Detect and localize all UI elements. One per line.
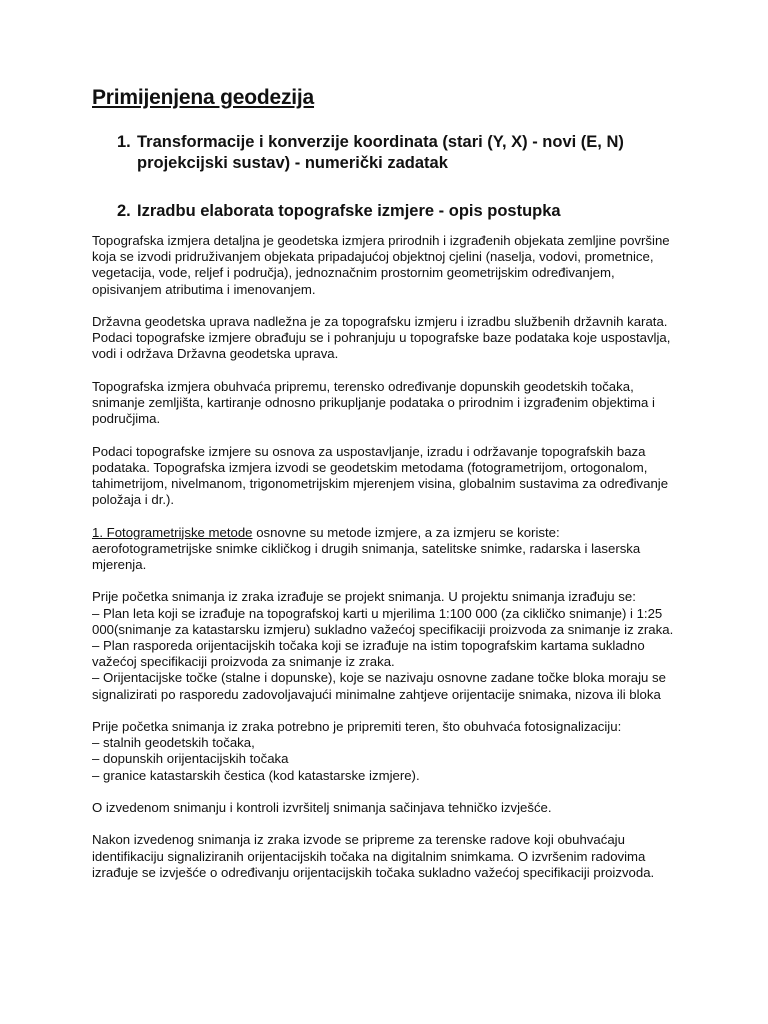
heading-text: Izradbu elaborata topografske izmjere - opis postupka <box>137 202 561 220</box>
heading-number: 1. <box>117 133 131 151</box>
section-heading-2 <box>117 201 717 222</box>
paragraph-metode: Podaci topografske izmjere su osnova za uspostavljanje, izradu i održavanje topografskih baza podataka. Topografska izmjera izvodi se geodetskim metodama (fotogrametrijom, ortogonalom, tahimetrijom, nivelmanom, trigonometrijskim mjerenjem visina, globalnim sustavima za određivanje položaja i dr.). <box>92 443 669 508</box>
paragraph-intro: Prije početka snimanja iz zraka potrebno je pripremiti teren, što obuhvaća fotosignalizaciju: <box>92 719 622 734</box>
paragraph-terenski-radovi: Nakon izvedenog snimanja iz zraka izvode se pripreme za terenske radove koji obuhvaćaju identifikaciju signaliziranih orijentacijskih točaka na digitalnim snimkama. O izvršenim radovima izrađuje se izvješće o određivanju orijentacijskih točaka sukladno važećoj specifikaciji proizvoda. <box>92 832 655 880</box>
paragraph-fotogrametrija <box>92 525 682 574</box>
paragraph-obuhvat: Topografska izmjera obuhvaća pripremu, terensko određivanje dopunskih geodetskih točaka, snimanje zemljišta, kartiranje odnosno prikupljanje podataka o prirodnim i izgrađenim objektima i područjima. <box>92 378 655 427</box>
paragraph-drzavna-uprava: Državna geodetska uprava nadležna je za topografsku izmjeru i izradbu službenih državnih karata. Podaci topografske izmjere obrađuju se i pohranjuju u topografske baze podataka koje uspostavlja, vodi i održava Državna geodetska uprava. <box>92 314 671 362</box>
heading-number: 2. <box>117 202 131 220</box>
list-item: – Plan leta koji se izrađuje na topografskoj karti u mjerilima 1:100 000 (za cikličko snimanje) i 1:25 000(snimanje za katastarsku izmjeru) sukladno važećoj specifikaciji proizvoda za snimanje iz zraka. <box>92 605 674 637</box>
list-item: – granice katastarskih čestica (kod katastarske izmjere). <box>92 767 420 783</box>
list-item: – dopunskih orijentacijskih točaka <box>92 751 289 767</box>
fotogrametrijske-metode-link: 1. Fotogrametrijske metode <box>92 524 253 540</box>
paragraph-tehnicko-izvjesce: O izvedenom snimanju i kontroli izvršitelj snimanja sačinjava tehničko izvješće. <box>92 800 552 815</box>
list-item: – stalnih geodetskih točaka, <box>92 735 255 751</box>
paragraph-intro: Prije početka snimanja iz zraka izrađuje se projekt snimanja. U projektu snimanja izrađuju se: <box>92 589 636 605</box>
paragraph-priprema-terena <box>92 719 682 784</box>
list-item: – Orijentacijske točke (stalne i dopunske), koje se nazivaju osnovne zadane točke bloka moraju se signalizirati po rasporedu zadovoljavajući minimalne zahtjeve orijentacije snimaka, nizova ili bloka <box>92 670 666 702</box>
paragraph-text: osnovne su metode izmjere, a za izmjeru se koriste: aerofotogrametrijske snimke cikličkog i drugih snimanja, satelitske snimke, radarska i laserska mjerenja. <box>92 524 641 572</box>
page-title: Primijenjena geodezija <box>92 86 315 109</box>
list-item: – Plan rasporeda orijentacijskih točaka koji se izrađuje na istim topografskim kartama sukladno važećoj specifikaciji proizvoda za snimanje iz zraka. <box>92 638 645 670</box>
document-body <box>92 233 682 897</box>
section-heading-1 <box>117 132 717 174</box>
paragraph-projekt-snimanja <box>92 589 682 702</box>
heading-text: Transformacije i konverzije koordinata (stari (Y, X) - novi (E, N) projekcijski sustav) - numerički zadatak <box>137 133 624 172</box>
paragraph-topografska-izmjera: Topografska izmjera detaljna je geodetska izmjera prirodnih i izgrađenih objekata zemljine površine koja se izvodi pridruživanjem objekata pripadajućoj objektnoj cjelini (naselja, vodovi, prometnice, vegetacija, vode, reljef i područja), jednoznačnim prostornim geometrijskim određivanjem, opisivanjem atributima i imenovanjem. <box>92 233 670 297</box>
